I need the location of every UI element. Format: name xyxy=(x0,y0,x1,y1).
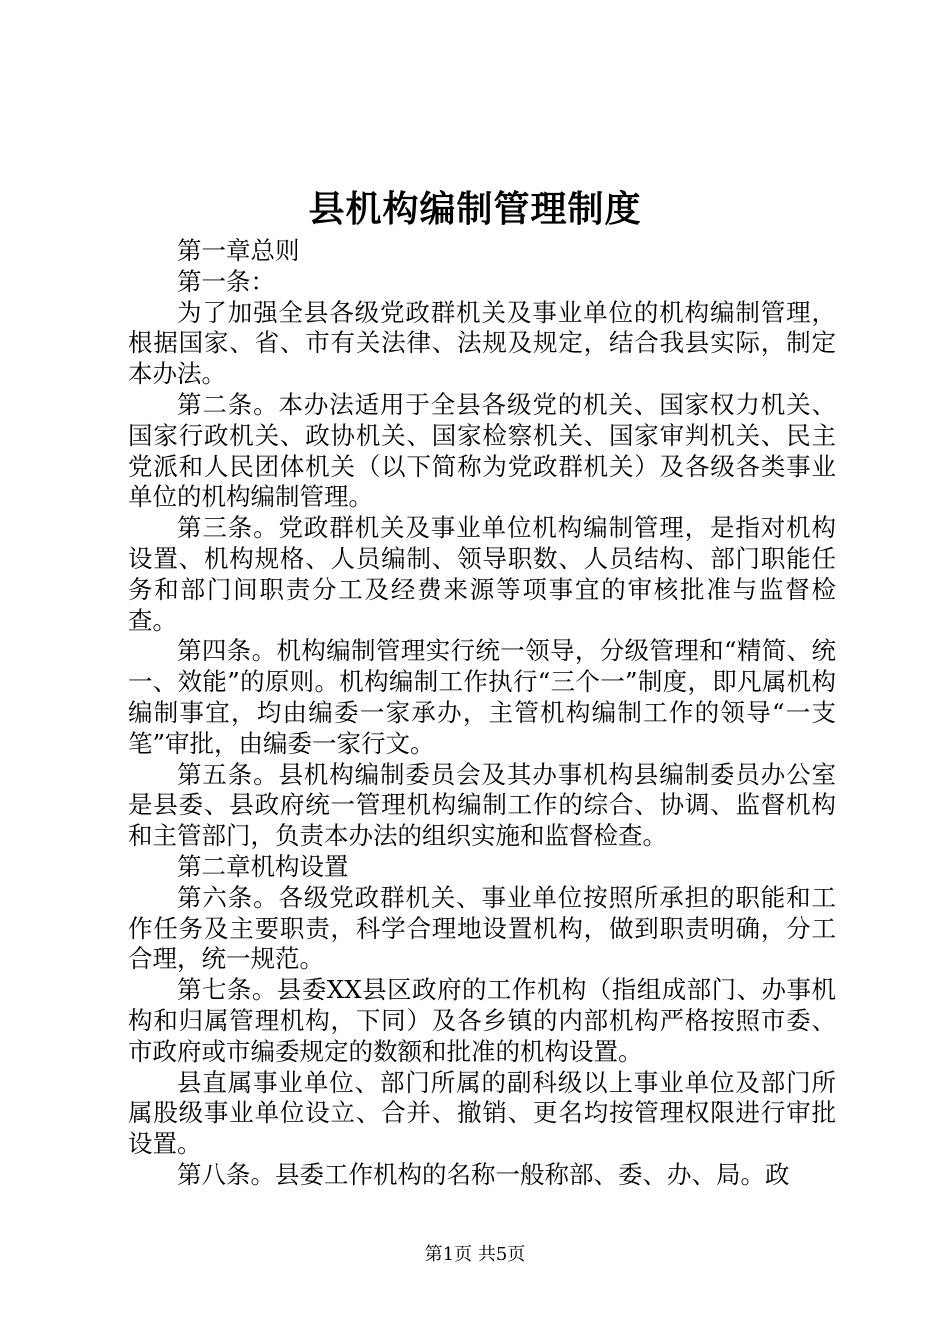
body-paragraph: 第五条。县机构编制委员会及其办事机构县编制委员办公室是县委、县政府统一管理机构编制工作的综合、协调、监督机构和主管部门，负责本办法的组织实施和监督检查。 xyxy=(128,759,836,851)
article-heading: 第一条： xyxy=(177,266,275,296)
body-paragraph: 第八条。县委工作机构的名称一般称部、委、办、局。政 xyxy=(177,1159,790,1189)
page-number-footer: 第1页 共5页 xyxy=(424,1244,526,1265)
body-paragraph: 县直属事业单位、部门所属的副科级以上事业单位及部门所属股级事业单位设立、合并、撤销、更名均按管理权限进行审批设置。 xyxy=(128,1067,836,1159)
body-paragraph: 第二条。本办法适用于全县各级党的机关、国家权力机关、国家行政机关、政协机关、国家检察机关、国家审判机关、民主党派和人民团体机关（以下简称为党政群机关）及各级各类事业单位的机构编制管理。 xyxy=(128,389,836,512)
body-paragraph: 第六条。各级党政群机关、事业单位按照所承担的职能和工作任务及主要职责，科学合理地设置机构，做到职责明确，分工合理，统一规范。 xyxy=(128,882,836,974)
chapter-heading: 第二章机构设置 xyxy=(177,851,349,881)
document-title: 县机构编制管理制度 xyxy=(308,188,642,230)
body-paragraph: 第三条。党政群机关及事业单位机构编制管理，是指对机构设置、机构规格、人员编制、领导职数、人员结构、部门职能任务和部门间职责分工及经费来源等项事宜的审核批准与监督检查。 xyxy=(128,513,836,635)
chapter-heading: 第一章总则 xyxy=(177,236,300,265)
body-paragraph: 为了加强全县各级党政群机关及事业单位的机构编制管理，根据国家、省、市有关法律、法规及规定，结合我县实际，制定本办法。 xyxy=(128,297,836,389)
body-paragraph: 第七条。县委XX县区政府的工作机构（指组成部门、办事机构和归属管理机构，下同）及各乡镇的内部机构严格按照市委、市政府或市编委规定的数额和批准的机构设置。 xyxy=(128,975,836,1066)
document-body xyxy=(128,236,836,1191)
body-paragraph: 第四条。机构编制管理实行统一领导，分级管理和“精简、统一、效能”的原则。机构编制工作执行“三个一”制度，即凡属机构编制事宜，均由编委一家承办，主管机构编制工作的领导“一支笔”审批，由编委一家行文。 xyxy=(128,636,836,758)
